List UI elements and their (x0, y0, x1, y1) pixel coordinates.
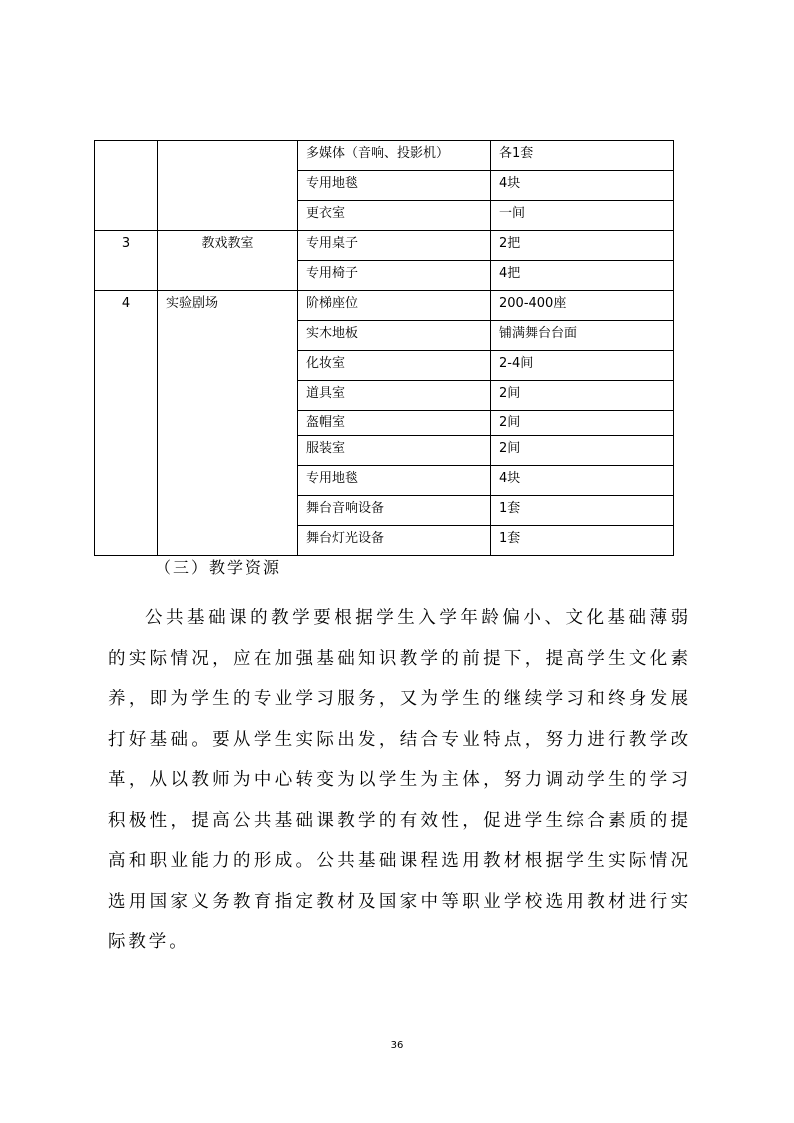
row-number-cell (95, 141, 158, 231)
section-heading: （三）教学资源 (155, 558, 282, 577)
item-cell: 专用地毯 (298, 171, 491, 201)
quantity-cell: 2间 (491, 381, 674, 411)
row-number-cell: 4 (95, 291, 158, 556)
table-row (95, 231, 674, 261)
room-cell: 实验剧场 (158, 291, 298, 556)
room-cell: 教戏教室 (158, 231, 298, 291)
quantity-cell: 1套 (491, 526, 674, 556)
paragraph-text: 公共基础课的教学要根据学生入学年龄偏小、文化基础薄弱的实际情况，应在加强基础知识教学的前提下，提高学生文化素养，即为学生的专业学习服务，又为学生的继续学习和终身发展打好基础。要从学生实际出发，结合专业特点，努力进行教学改革，从以教师为中心转变为以学生为主体，努力调动学生的学习积极性，提高公共基础课教学的有效性，促进学生综合素质的提高和职业能力的形成。公共基础课程选用教材根据学生实际情况选用国家义务教育指定教材及国家中等职业学校选用教材进行实际教学。 (108, 608, 691, 952)
item-cell: 道具室 (298, 381, 491, 411)
item-cell: 服装室 (298, 436, 491, 466)
item-cell: 专用椅子 (298, 261, 491, 291)
item-cell: 实木地板 (298, 321, 491, 351)
item-cell: 更衣室 (298, 201, 491, 231)
quantity-cell: 200-400座 (491, 291, 674, 321)
item-cell: 专用地毯 (298, 466, 491, 496)
quantity-cell: 4把 (491, 261, 674, 291)
item-cell: 化妆室 (298, 351, 491, 381)
equipment-table (94, 140, 674, 556)
quantity-cell: 铺满舞台台面 (491, 321, 674, 351)
item-cell: 阶梯座位 (298, 291, 491, 321)
quantity-cell: 2间 (491, 436, 674, 466)
item-cell: 专用桌子 (298, 231, 491, 261)
body-paragraph (108, 598, 691, 963)
quantity-cell: 2间 (491, 411, 674, 436)
page-number: 36 (390, 1040, 404, 1051)
room-cell (158, 141, 298, 231)
quantity-cell: 一间 (491, 201, 674, 231)
quantity-cell: 2把 (491, 231, 674, 261)
quantity-cell: 2-4间 (491, 351, 674, 381)
row-number-cell: 3 (95, 231, 158, 291)
item-cell: 盔帽室 (298, 411, 491, 436)
table-row (95, 291, 674, 321)
quantity-cell: 4块 (491, 466, 674, 496)
quantity-cell: 4块 (491, 171, 674, 201)
item-cell: 舞台灯光设备 (298, 526, 491, 556)
table-row (95, 141, 674, 171)
quantity-cell: 各1套 (491, 141, 674, 171)
item-cell: 舞台音响设备 (298, 496, 491, 526)
item-cell: 多媒体（音响、投影机） (298, 141, 491, 171)
quantity-cell: 1套 (491, 496, 674, 526)
